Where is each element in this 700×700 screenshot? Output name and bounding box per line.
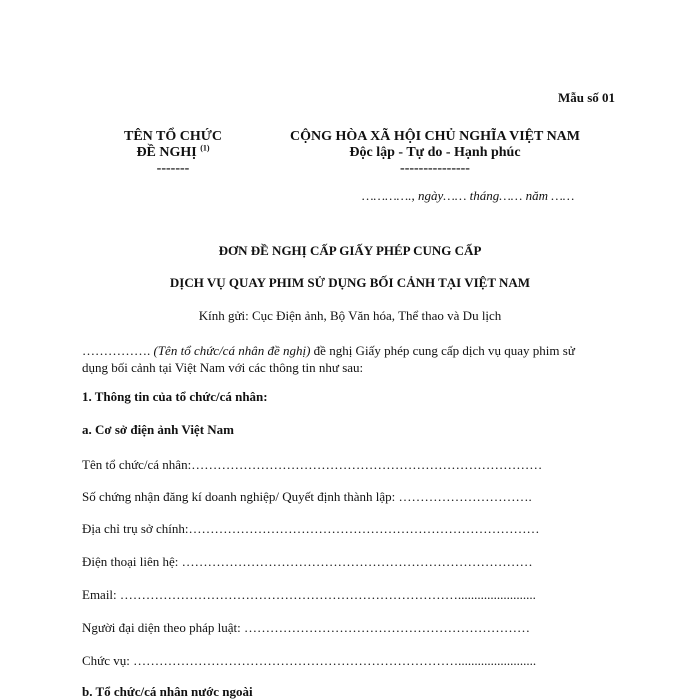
- form-number: Mẫu số 01: [558, 90, 616, 105]
- nation-title: CỘNG HÒA XÃ HỘI CHỦ NGHĨA VIỆT NAM: [289, 129, 580, 144]
- field-registration-number: Số chứng nhận đăng kí doanh nghiệp/ Quyết định thành lập: ………………………….: [82, 489, 532, 504]
- document-title-line2: DỊCH VỤ QUAY PHIM SỬ DỤNG BỐI CẢNH TẠI VIỆT NAM: [169, 275, 531, 290]
- field-head-office-address: Địa chỉ trụ sở chính:………………………………………………………………………: [82, 521, 540, 536]
- section-a-heading: a. Cơ sở điện ảnh Việt Nam: [82, 422, 234, 437]
- footnote-ref: (1): [200, 143, 210, 153]
- field-email: Email: ……………………………………………………………………........................: [82, 587, 536, 602]
- org-header: [108, 129, 238, 177]
- intro-italic: (Tên tổ chức/cá nhân đề nghị): [153, 343, 311, 358]
- intro-paragraph: [82, 342, 575, 376]
- section-1-heading: 1. Thông tin của tổ chức/cá nhân:: [82, 389, 268, 404]
- org-divider: -------: [156, 161, 190, 176]
- nation-motto: Độc lập - Tự do - Hạnh phúc: [349, 145, 521, 160]
- document-title-line1: ĐƠN ĐỀ NGHỊ CẤP GIẤY PHÉP CUNG CẤP: [218, 243, 482, 258]
- org-name-line1: TÊN TỔ CHỨC: [123, 129, 222, 144]
- field-legal-representative: Người đại diện theo pháp luật: …………………………………………………………: [82, 620, 530, 635]
- intro-dots: …………….: [82, 343, 151, 358]
- field-position: Chức vụ: …………………………………………………………………........................: [82, 653, 537, 668]
- intro-line2: dụng bối cảnh tại Việt Nam với các thông tin như sau:: [82, 360, 364, 375]
- nation-divider: ---------------: [400, 161, 470, 176]
- nation-header: [270, 129, 600, 177]
- section-b-heading: b. Tổ chức/cá nhân nước ngoài: [82, 684, 253, 699]
- field-org-name: Tên tổ chức/cá nhân:………………………………………………………………………: [82, 457, 543, 472]
- field-phone: Điện thoại liên hệ: ………………………………………………………………………: [82, 554, 533, 569]
- recipient-line: Kính gửi: Cục Điện ảnh, Bộ Văn hóa, Thể thao và Du lịch: [198, 308, 502, 323]
- intro-line1: [82, 342, 575, 359]
- date-line: …………., ngày…… tháng…… năm ……: [362, 188, 575, 203]
- org-name-line2: ĐỀ NGHỊ $^{(1)}$: [136, 143, 210, 160]
- intro-rest: đề nghị Giấy phép cung cấp dịch vụ quay phim sử: [313, 343, 575, 358]
